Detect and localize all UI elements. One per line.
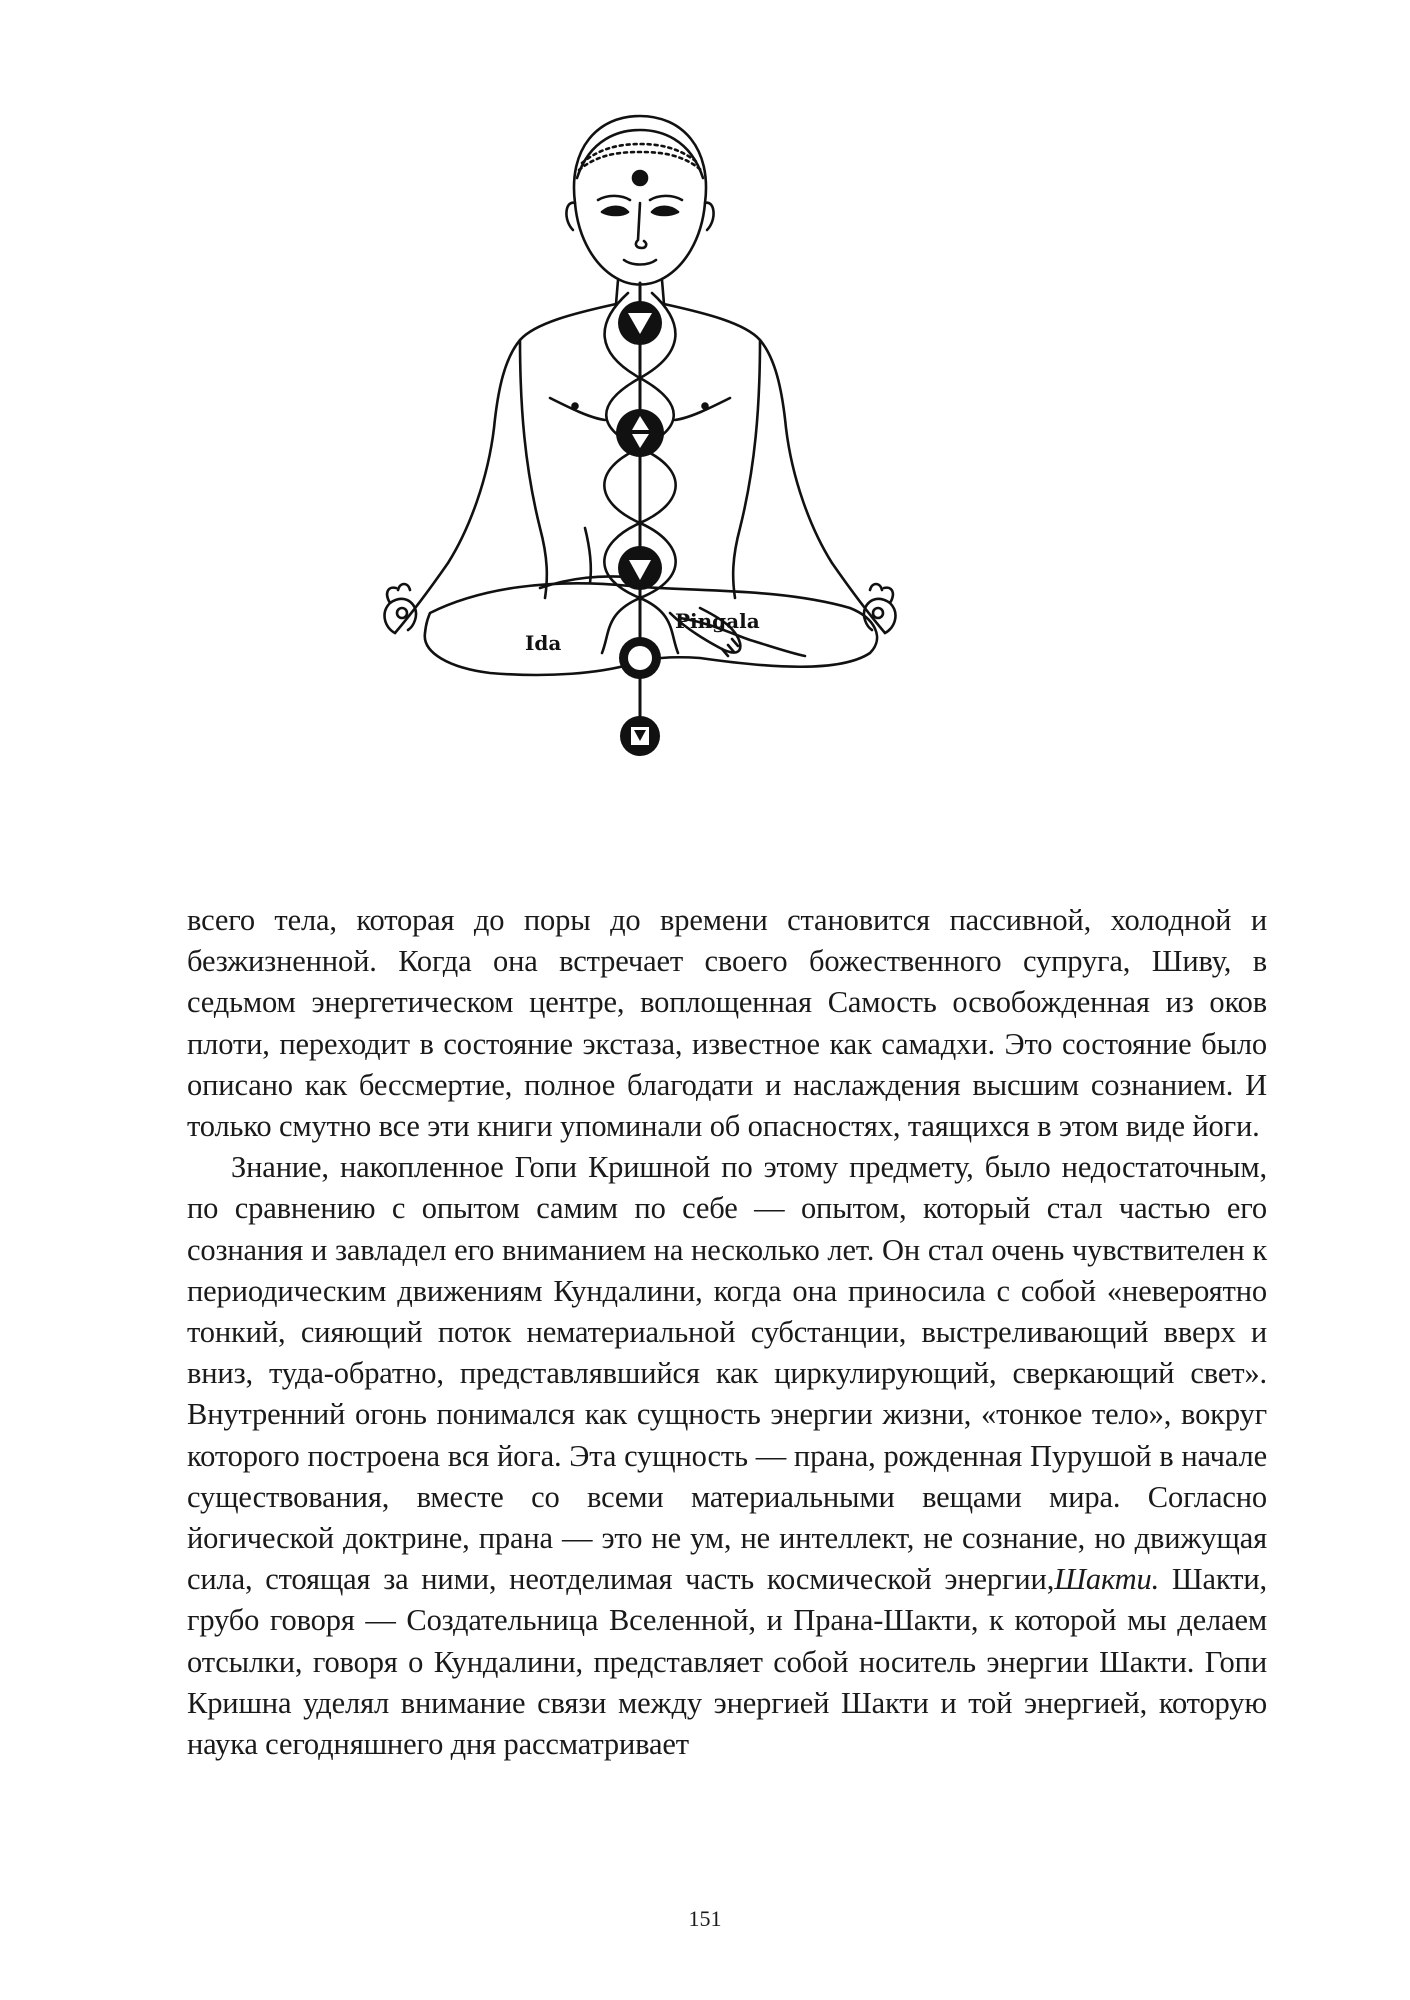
page-number: 151 xyxy=(688,1906,722,1931)
right-eye xyxy=(652,207,678,215)
paragraph-2-italic-term: Шакти. xyxy=(1054,1562,1160,1597)
head-outline xyxy=(574,116,706,285)
chakra-root-icon xyxy=(620,716,660,756)
pingala-label: Pingala xyxy=(675,609,760,633)
paragraph-1: всего тела, которая до поры до времени становится пассивной, холодной и безжизненной. Когда она встречает своего божественного супруга, Шиву, в седьмом энергетическом центре, воплощенная Самость освобожденная из оков плоти, переходит в состояние экстаза, известное как самадхи. Это состояние было описано как бессмертие, полное благодати и наслаждения высшим сознанием. И только смутно все эти книги упоминали об опасностях, таящихся в этом виде йоги. xyxy=(187,903,1267,1144)
left-eye xyxy=(602,207,628,215)
chakra-throat-icon xyxy=(618,301,662,345)
paragraph-2-part-1: Знание, накопленное Гопи Кришной по этому предмету, было недостаточным, по сравнению с опытом самим по себе — опытом, который стал частью его сознания и завладел его вниманием на несколько лет. Он стал очень чувствителен к периодическим движениям Кундалини, когда она приносила с собой «невероятно тонкий, сияющий поток нематериальной субстанции, выстреливающий вверх и вниз, туда-обратно, представлявшийся как циркулирующий, сверкающий свет». Внутренний огонь понимался как сущность энергии жизни, «тонкое тело», вокруг которого построена вся йога. Эта сущность — прана, рожденная Пурушой в начале существования, вместе со всеми материальными вещами мира. Согласно йогической доктрине, прана — это не ум, не интеллект, не сознание, но движущая сила, стоящая за ними, неотделимая часть космической энергии, xyxy=(187,1150,1267,1597)
chakra-solar-plexus-icon xyxy=(618,546,662,590)
body-text xyxy=(187,900,1267,1765)
paragraph-2 xyxy=(187,1147,1267,1765)
torso-right xyxy=(664,304,885,633)
chakra-figure-illustration xyxy=(370,108,910,868)
paragraph-2-part-2: Шакти, грубо говоря — Создательница Вселенной, и Прана-Шакти, к которой мы делаем отсылки, говоря о Кундалини, представляет собой носитель энергии Шакти. Гопи Кришна уделял внимание связи между энергией Шакти и той энергией, которую наука сегодняшнего дня рассматривает xyxy=(187,1562,1267,1762)
chakra-heart-icon xyxy=(616,409,664,457)
chakra-sacral-icon xyxy=(619,637,661,679)
third-eye-icon xyxy=(633,171,647,185)
ida-label: Ida xyxy=(525,631,562,655)
